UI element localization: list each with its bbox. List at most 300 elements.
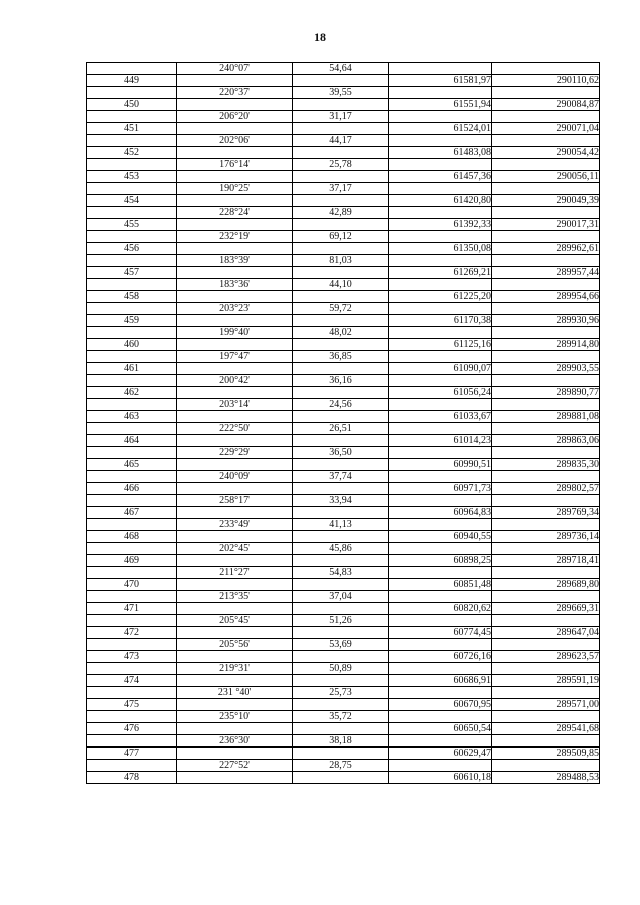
angle-cell: 258°17' [177, 495, 293, 507]
y-coordinate-cell: 289488,53 [492, 772, 600, 784]
x-coordinate-cell [389, 327, 492, 339]
x-coordinate-cell: 61350,08 [389, 243, 492, 255]
point-number-cell [87, 327, 177, 339]
segment-row [87, 159, 600, 171]
point-number-cell: 471 [87, 603, 177, 615]
distance-cell: 24,56 [293, 399, 389, 411]
segment-row [87, 423, 600, 435]
y-coordinate-cell [492, 375, 600, 387]
x-coordinate-cell: 60629,47 [389, 747, 492, 760]
x-coordinate-cell [389, 639, 492, 651]
distance-cell [293, 675, 389, 687]
segment-row [87, 375, 600, 387]
segment-row [87, 615, 600, 627]
point-number-cell [87, 663, 177, 675]
distance-cell: 44,17 [293, 135, 389, 147]
distance-cell [293, 267, 389, 279]
angle-cell: 213°35' [177, 591, 293, 603]
y-coordinate-cell: 289962,61 [492, 243, 600, 255]
x-coordinate-cell: 60990,51 [389, 459, 492, 471]
y-coordinate-cell [492, 735, 600, 748]
angle-cell [177, 603, 293, 615]
distance-cell [293, 627, 389, 639]
segment-row [87, 87, 600, 99]
angle-cell: 228°24' [177, 207, 293, 219]
point-row [87, 219, 600, 231]
angle-cell: 206°20' [177, 111, 293, 123]
x-coordinate-cell [389, 279, 492, 291]
segment-row [87, 255, 600, 267]
x-coordinate-cell [389, 735, 492, 748]
x-coordinate-cell: 60610,18 [389, 772, 492, 784]
x-coordinate-cell [389, 159, 492, 171]
point-row [87, 772, 600, 784]
angle-cell [177, 267, 293, 279]
angle-cell: 229°29' [177, 447, 293, 459]
x-coordinate-cell: 61524,01 [389, 123, 492, 135]
distance-cell [293, 315, 389, 327]
x-coordinate-cell [389, 567, 492, 579]
point-number-cell [87, 567, 177, 579]
point-number-cell [87, 375, 177, 387]
distance-cell: 53,69 [293, 639, 389, 651]
x-coordinate-cell: 61014,23 [389, 435, 492, 447]
y-coordinate-cell [492, 471, 600, 483]
y-coordinate-cell: 289571,00 [492, 699, 600, 711]
angle-cell: 233°49' [177, 519, 293, 531]
point-number-cell: 451 [87, 123, 177, 135]
point-number-cell [87, 735, 177, 748]
angle-cell: 197°47' [177, 351, 293, 363]
x-coordinate-cell [389, 591, 492, 603]
segment-row [87, 471, 600, 483]
x-coordinate-cell [389, 519, 492, 531]
angle-cell: 205°45' [177, 615, 293, 627]
angle-cell [177, 363, 293, 375]
x-coordinate-cell [389, 663, 492, 675]
angle-cell: 176°14' [177, 159, 293, 171]
point-row [87, 99, 600, 111]
y-coordinate-cell [492, 327, 600, 339]
distance-cell: 48,02 [293, 327, 389, 339]
point-number-cell: 466 [87, 483, 177, 495]
distance-cell: 37,04 [293, 591, 389, 603]
x-coordinate-cell [389, 711, 492, 723]
angle-cell: 183°39' [177, 255, 293, 267]
angle-cell: 183°36' [177, 279, 293, 291]
point-number-cell: 456 [87, 243, 177, 255]
point-number-cell: 454 [87, 195, 177, 207]
distance-cell: 45,86 [293, 543, 389, 555]
distance-cell: 26,51 [293, 423, 389, 435]
y-coordinate-cell: 289903,55 [492, 363, 600, 375]
y-coordinate-cell [492, 639, 600, 651]
angle-cell: 235°10' [177, 711, 293, 723]
segment-row [87, 687, 600, 699]
distance-cell [293, 219, 389, 231]
angle-cell [177, 507, 293, 519]
point-row [87, 531, 600, 543]
angle-cell [177, 531, 293, 543]
point-number-cell: 465 [87, 459, 177, 471]
y-coordinate-cell [492, 615, 600, 627]
distance-cell [293, 772, 389, 784]
y-coordinate-cell: 289863,06 [492, 435, 600, 447]
point-number-cell [87, 303, 177, 315]
segment-row [87, 663, 600, 675]
point-number-cell: 452 [87, 147, 177, 159]
y-coordinate-cell: 289914,80 [492, 339, 600, 351]
point-row [87, 747, 600, 760]
segment-row [87, 231, 600, 243]
x-coordinate-cell [389, 303, 492, 315]
point-row [87, 603, 600, 615]
y-coordinate-cell [492, 687, 600, 699]
segment-row [87, 327, 600, 339]
point-number-cell: 474 [87, 675, 177, 687]
point-row [87, 195, 600, 207]
segment-row [87, 495, 600, 507]
x-coordinate-cell [389, 687, 492, 699]
segment-row [87, 639, 600, 651]
angle-cell [177, 243, 293, 255]
x-coordinate-cell [389, 543, 492, 555]
point-number-cell: 462 [87, 387, 177, 399]
x-coordinate-cell [389, 63, 492, 75]
y-coordinate-cell: 289736,14 [492, 531, 600, 543]
angle-cell: 190°25' [177, 183, 293, 195]
y-coordinate-cell [492, 711, 600, 723]
angle-cell [177, 123, 293, 135]
point-row [87, 507, 600, 519]
point-number-cell [87, 687, 177, 699]
y-coordinate-cell [492, 519, 600, 531]
y-coordinate-cell: 289930,96 [492, 315, 600, 327]
point-number-cell [87, 760, 177, 772]
distance-cell [293, 195, 389, 207]
x-coordinate-cell: 61420,80 [389, 195, 492, 207]
angle-cell: 240°07' [177, 63, 293, 75]
x-coordinate-cell: 60820,62 [389, 603, 492, 615]
angle-cell: 219°31' [177, 663, 293, 675]
point-number-cell: 464 [87, 435, 177, 447]
point-row [87, 555, 600, 567]
y-coordinate-cell [492, 231, 600, 243]
point-row [87, 627, 600, 639]
segment-row [87, 63, 600, 75]
point-number-cell [87, 135, 177, 147]
angle-cell [177, 195, 293, 207]
coordinates-table [86, 62, 600, 784]
y-coordinate-cell [492, 159, 600, 171]
distance-cell: 31,17 [293, 111, 389, 123]
x-coordinate-cell: 60851,48 [389, 579, 492, 591]
distance-cell [293, 339, 389, 351]
point-number-cell [87, 471, 177, 483]
segment-row [87, 207, 600, 219]
y-coordinate-cell [492, 303, 600, 315]
x-coordinate-cell: 61170,38 [389, 315, 492, 327]
point-number-cell [87, 279, 177, 291]
distance-cell [293, 651, 389, 663]
angle-cell [177, 219, 293, 231]
segment-row [87, 711, 600, 723]
angle-cell [177, 675, 293, 687]
point-number-cell [87, 591, 177, 603]
angle-cell: 203°23' [177, 303, 293, 315]
distance-cell [293, 243, 389, 255]
distance-cell: 42,89 [293, 207, 389, 219]
y-coordinate-cell [492, 135, 600, 147]
point-number-cell: 458 [87, 291, 177, 303]
point-number-cell: 470 [87, 579, 177, 591]
x-coordinate-cell: 60940,55 [389, 531, 492, 543]
y-coordinate-cell [492, 495, 600, 507]
point-row [87, 75, 600, 87]
angle-cell [177, 411, 293, 423]
point-number-cell: 472 [87, 627, 177, 639]
x-coordinate-cell: 61225,20 [389, 291, 492, 303]
point-row [87, 387, 600, 399]
point-number-cell: 457 [87, 267, 177, 279]
x-coordinate-cell: 61483,08 [389, 147, 492, 159]
y-coordinate-cell: 289623,57 [492, 651, 600, 663]
y-coordinate-cell: 290054,42 [492, 147, 600, 159]
angle-cell: 199°40' [177, 327, 293, 339]
y-coordinate-cell [492, 207, 600, 219]
distance-cell: 44,10 [293, 279, 389, 291]
segment-row [87, 760, 600, 772]
segment-row [87, 567, 600, 579]
distance-cell: 51,26 [293, 615, 389, 627]
y-coordinate-cell: 290110,62 [492, 75, 600, 87]
y-coordinate-cell [492, 183, 600, 195]
y-coordinate-cell: 289541,68 [492, 723, 600, 735]
x-coordinate-cell [389, 207, 492, 219]
distance-cell [293, 699, 389, 711]
segment-row [87, 543, 600, 555]
point-number-cell [87, 615, 177, 627]
distance-cell: 33,94 [293, 495, 389, 507]
angle-cell [177, 651, 293, 663]
y-coordinate-cell [492, 591, 600, 603]
point-row [87, 171, 600, 183]
point-row [87, 483, 600, 495]
point-row [87, 699, 600, 711]
angle-cell [177, 291, 293, 303]
distance-cell: 37,74 [293, 471, 389, 483]
x-coordinate-cell: 61581,97 [389, 75, 492, 87]
y-coordinate-cell: 289509,85 [492, 747, 600, 760]
point-number-cell [87, 447, 177, 459]
distance-cell [293, 99, 389, 111]
angle-cell: 202°06' [177, 135, 293, 147]
x-coordinate-cell: 61551,94 [389, 99, 492, 111]
x-coordinate-cell [389, 231, 492, 243]
segment-row [87, 135, 600, 147]
distance-cell [293, 723, 389, 735]
distance-cell [293, 555, 389, 567]
x-coordinate-cell: 61056,24 [389, 387, 492, 399]
point-number-cell: 469 [87, 555, 177, 567]
point-number-cell: 455 [87, 219, 177, 231]
distance-cell [293, 387, 389, 399]
y-coordinate-cell: 289957,44 [492, 267, 600, 279]
segment-row [87, 591, 600, 603]
point-number-cell [87, 111, 177, 123]
angle-cell: 222°50' [177, 423, 293, 435]
y-coordinate-cell [492, 567, 600, 579]
point-row [87, 243, 600, 255]
x-coordinate-cell [389, 423, 492, 435]
segment-row [87, 351, 600, 363]
point-number-cell [87, 63, 177, 75]
point-row [87, 315, 600, 327]
y-coordinate-cell: 289890,77 [492, 387, 600, 399]
x-coordinate-cell [389, 615, 492, 627]
distance-cell [293, 603, 389, 615]
x-coordinate-cell [389, 399, 492, 411]
distance-cell: 28,75 [293, 760, 389, 772]
point-number-cell: 459 [87, 315, 177, 327]
angle-cell [177, 579, 293, 591]
angle-cell: 203°14' [177, 399, 293, 411]
point-number-cell [87, 87, 177, 99]
distance-cell [293, 507, 389, 519]
y-coordinate-cell [492, 87, 600, 99]
angle-cell [177, 99, 293, 111]
y-coordinate-cell [492, 447, 600, 459]
distance-cell [293, 435, 389, 447]
angle-cell [177, 483, 293, 495]
distance-cell [293, 123, 389, 135]
angle-cell: 205°56' [177, 639, 293, 651]
distance-cell: 37,17 [293, 183, 389, 195]
point-number-cell [87, 207, 177, 219]
point-row [87, 411, 600, 423]
distance-cell: 69,12 [293, 231, 389, 243]
x-coordinate-cell: 60971,73 [389, 483, 492, 495]
angle-cell [177, 459, 293, 471]
segment-row [87, 279, 600, 291]
distance-cell [293, 411, 389, 423]
angle-cell: 227°52' [177, 760, 293, 772]
x-coordinate-cell: 60774,45 [389, 627, 492, 639]
distance-cell: 25,73 [293, 687, 389, 699]
distance-cell: 25,78 [293, 159, 389, 171]
point-number-cell: 450 [87, 99, 177, 111]
y-coordinate-cell: 289954,66 [492, 291, 600, 303]
distance-cell: 54,83 [293, 567, 389, 579]
angle-cell: 240°09' [177, 471, 293, 483]
point-number-cell [87, 711, 177, 723]
point-number-cell: 467 [87, 507, 177, 519]
y-coordinate-cell: 289647,04 [492, 627, 600, 639]
point-number-cell: 449 [87, 75, 177, 87]
point-number-cell [87, 639, 177, 651]
point-number-cell: 477 [87, 747, 177, 760]
y-coordinate-cell [492, 111, 600, 123]
point-row [87, 291, 600, 303]
x-coordinate-cell: 61392,33 [389, 219, 492, 231]
distance-cell: 41,13 [293, 519, 389, 531]
x-coordinate-cell [389, 495, 492, 507]
x-coordinate-cell [389, 760, 492, 772]
x-coordinate-cell [389, 255, 492, 267]
point-number-cell [87, 183, 177, 195]
angle-cell: 231 °40' [177, 687, 293, 699]
angle-cell [177, 699, 293, 711]
angle-cell [177, 772, 293, 784]
x-coordinate-cell [389, 87, 492, 99]
angle-cell: 232°19' [177, 231, 293, 243]
distance-cell [293, 747, 389, 760]
distance-cell: 36,85 [293, 351, 389, 363]
point-row [87, 723, 600, 735]
y-coordinate-cell: 289769,34 [492, 507, 600, 519]
distance-cell: 36,16 [293, 375, 389, 387]
y-coordinate-cell [492, 399, 600, 411]
distance-cell [293, 459, 389, 471]
point-number-cell [87, 351, 177, 363]
point-number-cell: 453 [87, 171, 177, 183]
distance-cell: 35,72 [293, 711, 389, 723]
point-number-cell [87, 159, 177, 171]
x-coordinate-cell: 60898,25 [389, 555, 492, 567]
point-number-cell [87, 399, 177, 411]
y-coordinate-cell: 289689,80 [492, 579, 600, 591]
x-coordinate-cell [389, 375, 492, 387]
y-coordinate-cell: 289669,31 [492, 603, 600, 615]
y-coordinate-cell [492, 543, 600, 555]
point-number-cell [87, 231, 177, 243]
distance-cell [293, 531, 389, 543]
angle-cell [177, 75, 293, 87]
segment-row [87, 183, 600, 195]
angle-cell [177, 627, 293, 639]
segment-row [87, 303, 600, 315]
angle-cell: 220°37' [177, 87, 293, 99]
point-number-cell [87, 543, 177, 555]
angle-cell [177, 147, 293, 159]
point-number-cell [87, 495, 177, 507]
y-coordinate-cell: 289591,19 [492, 675, 600, 687]
y-coordinate-cell [492, 255, 600, 267]
point-row [87, 123, 600, 135]
x-coordinate-cell [389, 111, 492, 123]
point-number-cell [87, 423, 177, 435]
distance-cell: 38,18 [293, 735, 389, 748]
distance-cell [293, 579, 389, 591]
y-coordinate-cell: 289802,57 [492, 483, 600, 495]
point-number-cell: 463 [87, 411, 177, 423]
page-number: 18 [314, 30, 326, 44]
point-row [87, 363, 600, 375]
point-number-cell: 475 [87, 699, 177, 711]
angle-cell [177, 339, 293, 351]
distance-cell: 39,55 [293, 87, 389, 99]
point-number-cell: 473 [87, 651, 177, 663]
segment-row [87, 519, 600, 531]
distance-cell [293, 75, 389, 87]
point-number-cell: 461 [87, 363, 177, 375]
y-coordinate-cell [492, 351, 600, 363]
y-coordinate-cell [492, 423, 600, 435]
angle-cell [177, 435, 293, 447]
x-coordinate-cell: 60964,83 [389, 507, 492, 519]
distance-cell [293, 363, 389, 375]
y-coordinate-cell [492, 63, 600, 75]
